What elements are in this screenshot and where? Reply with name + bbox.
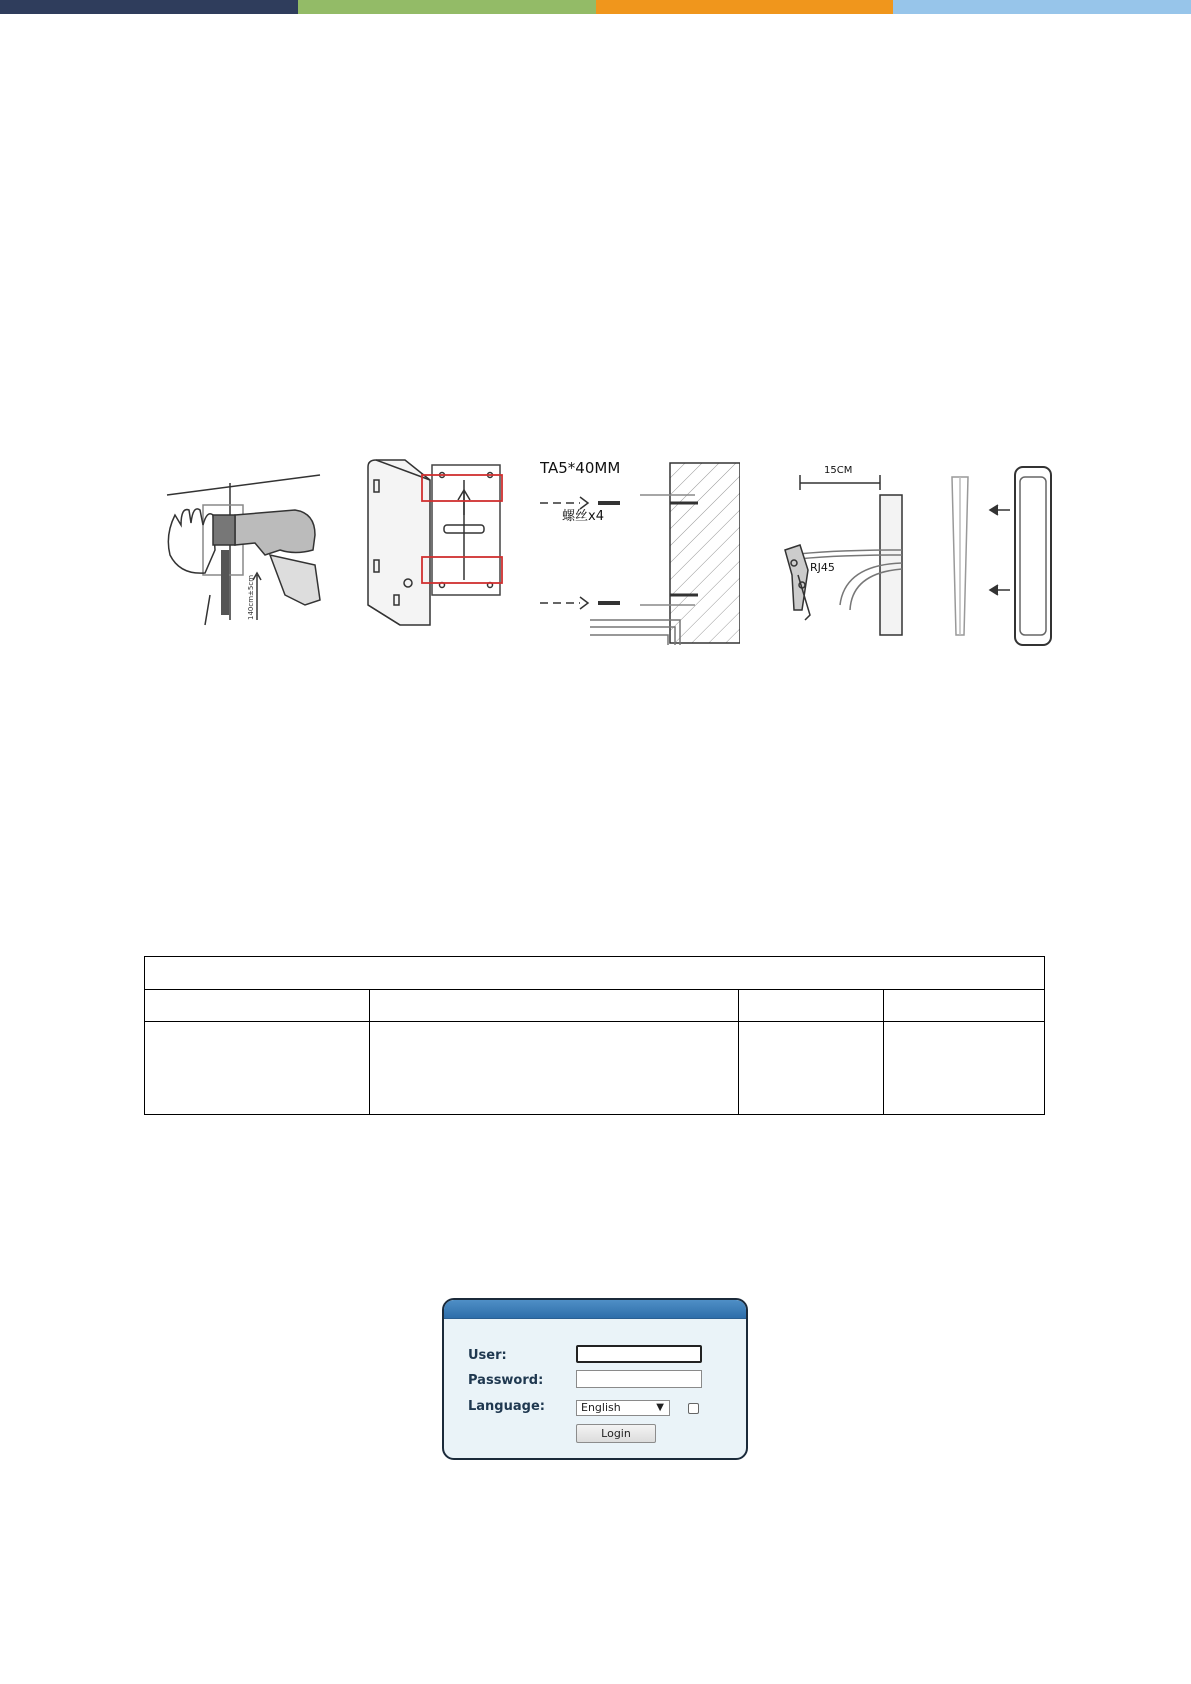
installation-figures: [140, 455, 1060, 655]
table-cell: [145, 1022, 370, 1115]
table-header-row: [145, 990, 1045, 1022]
remember-checkbox[interactable]: [688, 1403, 699, 1414]
header-bar-segment-lightblue: [893, 0, 1191, 14]
table-cell: [145, 957, 1045, 990]
figure-cable-rj45: [780, 455, 910, 645]
language-label: Language:: [468, 1399, 545, 1414]
language-selected-value: English: [581, 1401, 621, 1414]
password-input[interactable]: [576, 1370, 702, 1388]
table-row: [145, 1022, 1045, 1115]
header-bar-segment-orange: [596, 0, 894, 14]
header-bar-segment-navy: [0, 0, 298, 14]
figure-panel-attach: [940, 455, 1060, 650]
drill-height-mark: 140cm±5cm: [247, 574, 255, 620]
login-button[interactable]: Login: [576, 1424, 656, 1443]
cable-dimension-label: 15CM: [824, 465, 853, 476]
screw-count-label: 螺丝x4: [562, 509, 604, 524]
figure-back-box: [360, 455, 510, 635]
table-cell: [370, 990, 739, 1022]
table-cell: [145, 990, 370, 1022]
user-input[interactable]: [576, 1345, 702, 1363]
login-panel: [442, 1298, 748, 1460]
figure-drill-wall: [145, 455, 325, 630]
cable-connector-label: RJ45: [810, 561, 835, 574]
table-cell: [884, 990, 1045, 1022]
info-table: [144, 956, 1045, 1115]
header-bar-segment-green: [298, 0, 596, 14]
user-label: User:: [468, 1348, 507, 1363]
table-title-row: [145, 957, 1045, 990]
screw-spec-label: TA5*40MM: [540, 459, 621, 477]
password-label: Password:: [468, 1373, 544, 1388]
screw-area-highlight-top: [422, 475, 502, 501]
screw-area-highlight-bottom: [422, 557, 502, 583]
login-panel-header: [444, 1300, 746, 1319]
table-cell: [370, 1022, 739, 1115]
table-cell: [739, 990, 884, 1022]
header-color-bar: [0, 0, 1191, 14]
language-select[interactable]: [576, 1400, 670, 1416]
table-cell: [739, 1022, 884, 1115]
figure-screws-wall: [540, 455, 740, 645]
table-cell: [884, 1022, 1045, 1115]
chevron-down-icon: ▼: [656, 1402, 664, 1413]
